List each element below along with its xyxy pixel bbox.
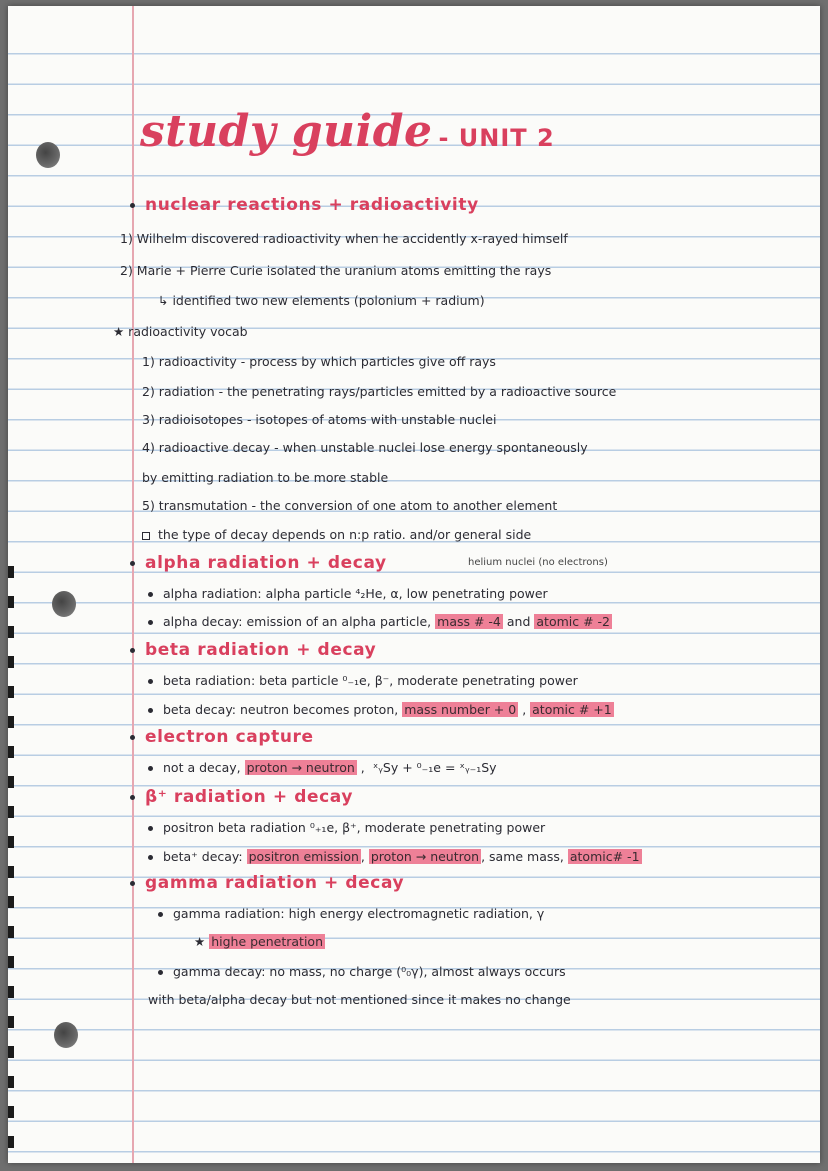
heading-text: beta radiation + decay xyxy=(145,640,377,660)
highlight: positron emission xyxy=(248,849,359,864)
note-line: by emitting radiation to be more stable xyxy=(142,470,389,485)
margin-line xyxy=(132,6,134,1163)
note-text: gamma radiation: high energy electromagnetic radiation, γ xyxy=(173,906,545,921)
binder-hole xyxy=(54,1022,78,1048)
note-line xyxy=(158,904,544,924)
note-line: 3) radioisotopes - isotopes of atoms with unstable nuclei xyxy=(142,412,497,427)
star-icon: ★ xyxy=(194,934,206,949)
note-line: with beta/alpha decay but not mentioned since it makes no change xyxy=(148,992,571,1007)
note-line: 2) radiation - the penetrating rays/particles emitted by a radioactive source xyxy=(142,384,617,399)
note-line xyxy=(148,671,578,691)
note-line: ↳ identified two new elements (polonium + radium) xyxy=(158,293,485,308)
note-line: ★ radioactivity vocab xyxy=(113,324,248,339)
highlight: mass number + 0 xyxy=(404,702,517,717)
binder-hole xyxy=(36,142,60,168)
highlight: proton → neutron xyxy=(370,849,480,864)
heading-text: alpha radiation + decay xyxy=(145,553,387,573)
note-line: beta decay: neutron becomes proton, mass number + 0 , atomic # +1 xyxy=(148,700,614,720)
note-line: 5) transmutation - the conversion of one atom to another element xyxy=(142,498,558,513)
note-line: 1) Wilhelm discovered radioactivity when he accidently x-rayed himself xyxy=(120,231,568,246)
note-line: 1) radioactivity - process by which particles give off rays xyxy=(142,354,496,369)
heading-text: electron capture xyxy=(145,727,314,747)
note-line xyxy=(142,525,531,545)
note-line: 2) Marie + Pierre Curie isolated the uranium atoms emitting the rays xyxy=(120,263,552,278)
note-text: alpha decay: emission of an alpha particle, xyxy=(163,614,432,629)
heading-text: β⁺ radiation + decay xyxy=(145,787,354,807)
equation: ˣᵧSy + ⁰₋₁e = ˣᵧ₋₁Sy xyxy=(372,760,497,775)
note-line xyxy=(148,612,612,632)
highlight: highe penetration xyxy=(211,934,324,949)
note-line: 4) radioactive decay - when unstable nuclei lose energy spontaneously xyxy=(142,440,588,455)
section-heading xyxy=(130,194,479,216)
note-text: beta radiation: beta particle ⁰₋₁e, β⁻, moderate penetrating power xyxy=(163,673,578,688)
section-heading xyxy=(130,552,387,574)
note-text: the type of decay depends on n:p ratio. and/or general side xyxy=(158,527,532,542)
highlight: proton → neutron xyxy=(246,760,355,775)
binder-hole xyxy=(52,591,76,617)
note-line: beta⁺ decay: positron emission , proton → neutron , same mass, atomic# -1 xyxy=(148,847,642,867)
highlight: mass # -4 xyxy=(437,614,501,629)
highlight: atomic# -1 xyxy=(569,849,640,864)
note-text: gamma decay: no mass, no charge (⁰₀γ), almost always occurs xyxy=(173,964,566,979)
note-line xyxy=(148,584,548,604)
section-heading xyxy=(130,726,314,748)
section-heading xyxy=(130,872,404,894)
page-title xyxy=(140,106,555,157)
section-heading xyxy=(130,639,376,661)
note-text: alpha radiation: alpha particle ⁴₂He, α, low penetrating power xyxy=(163,586,548,601)
note-text: beta⁺ decay: xyxy=(163,849,243,864)
section-heading xyxy=(130,786,353,808)
note-line xyxy=(158,962,566,982)
notebook-page xyxy=(8,6,820,1163)
note-text: same mass, xyxy=(489,849,564,864)
note-text: not a decay, xyxy=(163,760,241,775)
title-main: study guide xyxy=(140,106,433,157)
note-text: and xyxy=(506,614,531,629)
heading-text: nuclear reactions + radioactivity xyxy=(145,195,479,215)
note-line xyxy=(194,932,325,952)
highlight: atomic # +1 xyxy=(532,702,612,717)
annotation: helium nuclei (no electrons) xyxy=(468,557,608,568)
note-line: not a decay, proton → neutron , ˣᵧSy + ⁰₋₁e = ˣᵧ₋₁Sy xyxy=(148,758,497,778)
note-text: positron beta radiation ⁰₊₁e, β⁺, moderate penetrating power xyxy=(163,820,546,835)
note-text: beta decay: neutron becomes proton, xyxy=(163,702,399,717)
highlight: atomic # -2 xyxy=(536,614,611,629)
heading-text: gamma radiation + decay xyxy=(145,873,405,893)
note-line xyxy=(148,818,545,838)
spiral-binding xyxy=(8,566,14,1163)
title-sub: - UNIT 2 xyxy=(438,124,555,152)
